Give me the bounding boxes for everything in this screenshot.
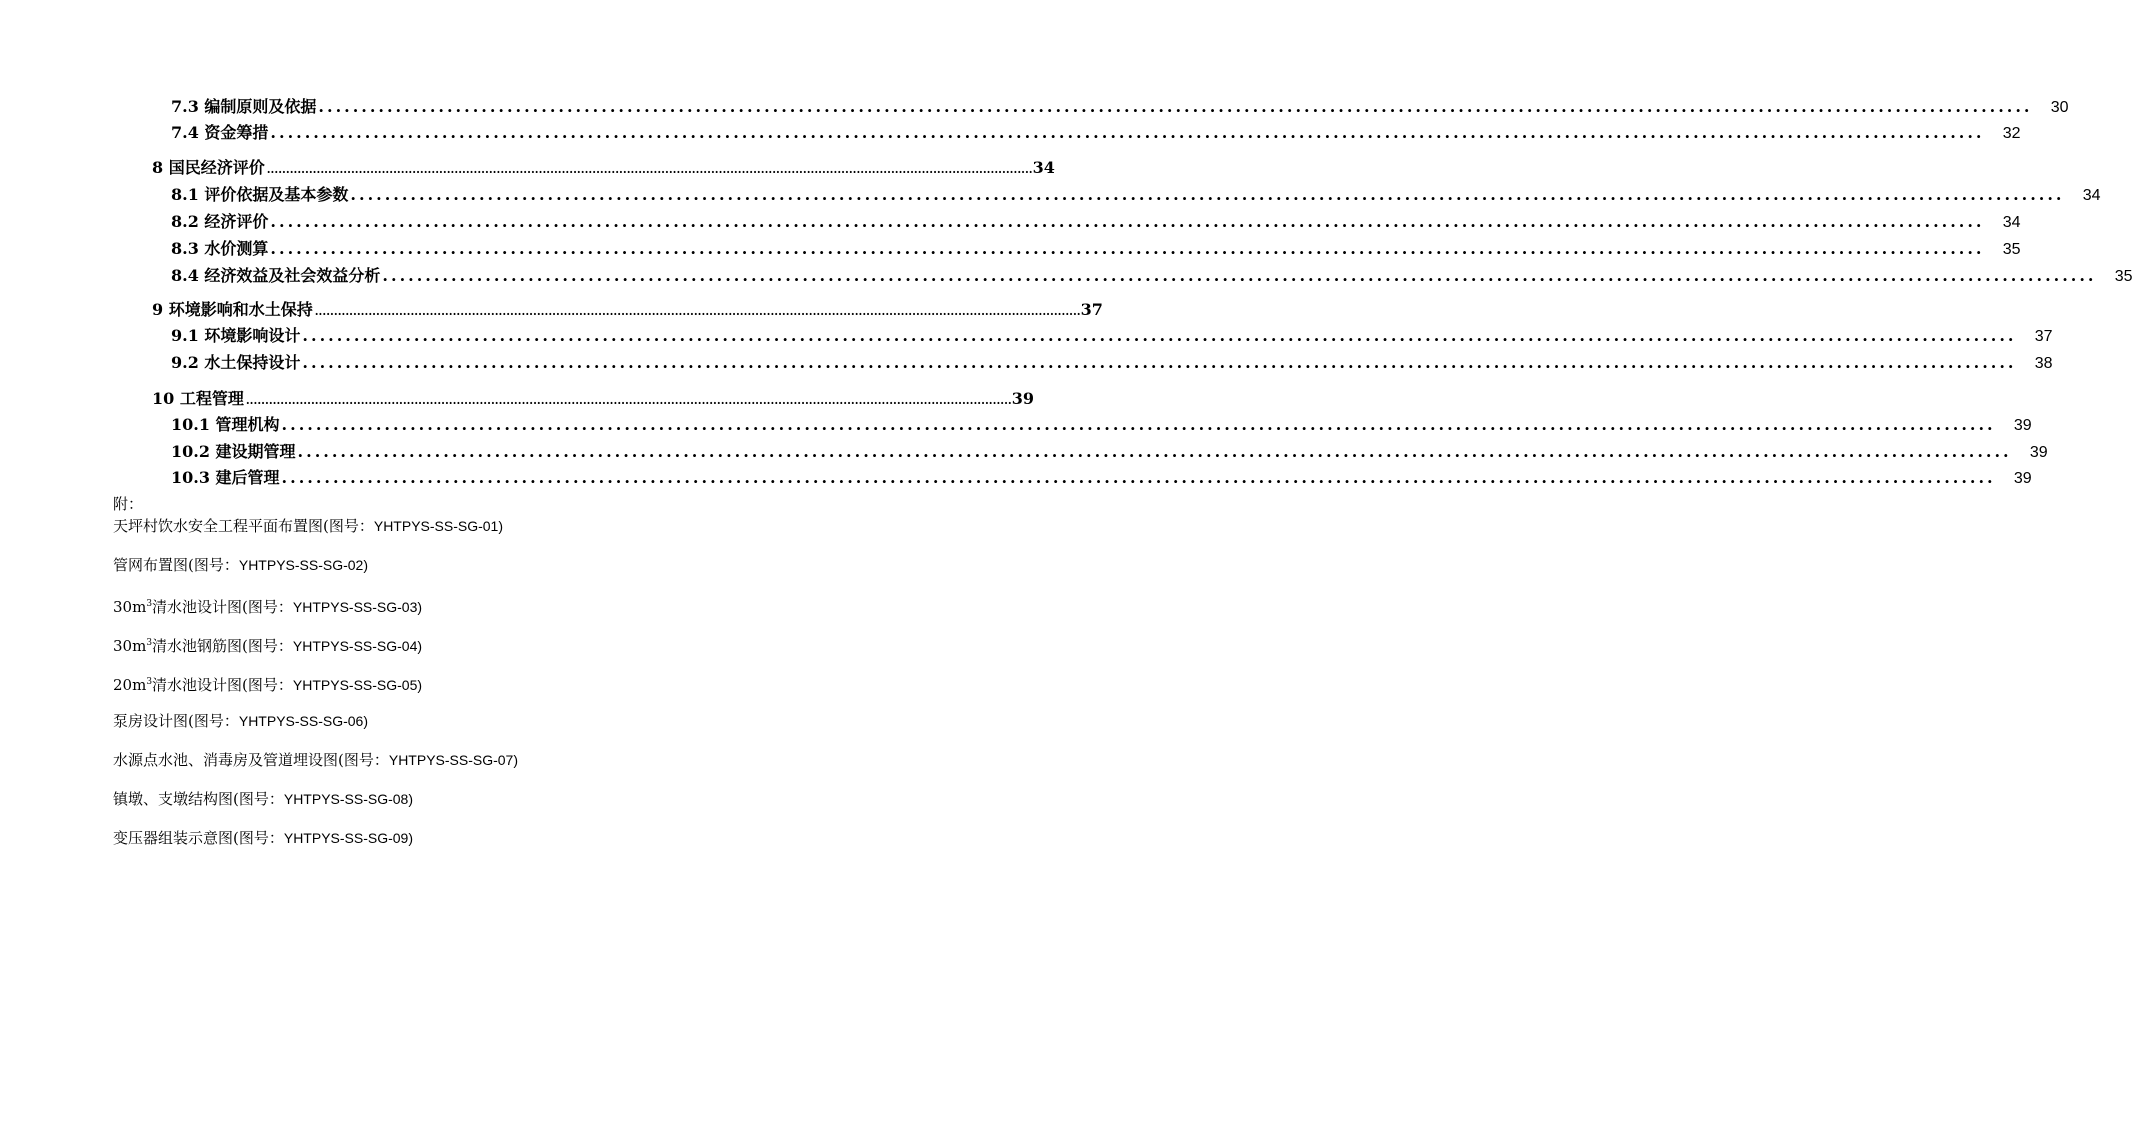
toc-entry[interactable] bbox=[171, 239, 2021, 260]
toc-entry-title: 7.4 资金筹措 bbox=[171, 123, 269, 142]
toc-leader-dots: ........................................................................................................................................................................................................ bbox=[266, 163, 1033, 176]
attachment-item bbox=[113, 711, 368, 731]
toc-entry-title: 8.1 评价依据及基本参数 bbox=[171, 185, 349, 204]
toc-entry-title: 8.2 经济评价 bbox=[171, 212, 269, 231]
attachment-drawing-code: YHTPYS-SS-SG-02) bbox=[238, 557, 368, 573]
toc-entry[interactable] bbox=[171, 353, 2053, 374]
toc-entry-page: 37 bbox=[2034, 328, 2053, 345]
attachment-name: 清水池设计图(图号： bbox=[152, 598, 293, 616]
toc-entry[interactable] bbox=[171, 468, 2032, 489]
attachment-name: 变压器组装示意图(图号： bbox=[113, 829, 284, 847]
toc-leader-dots: ........................................................................................................................................................................................................ bbox=[281, 468, 1996, 487]
attachment-drawing-code: YHTPYS-SS-SG-07) bbox=[388, 752, 518, 768]
attachment-item bbox=[113, 789, 413, 809]
toc-entry-page: 37 bbox=[1080, 300, 1103, 319]
toc-entry-page: 34 bbox=[2002, 214, 2021, 231]
attachment-name: 清水池钢筋图(图号： bbox=[152, 637, 293, 655]
attachment-item bbox=[113, 594, 422, 617]
toc-leader-dots: ........................................................................................................................................................................................................ bbox=[281, 415, 1996, 434]
attachment-volume-unit-exponent: 3 bbox=[146, 638, 153, 648]
attachment-drawing-code: YHTPYS-SS-SG-01) bbox=[373, 518, 503, 534]
toc-entry[interactable] bbox=[171, 442, 2048, 463]
toc-entry-page: 32 bbox=[2002, 125, 2021, 142]
toc-leader-dots: ........................................................................................................................................................................................................ bbox=[302, 326, 2017, 345]
toc-entry-title: 9.2 水土保持设计 bbox=[171, 353, 301, 372]
attachment-name: 天坪村饮水安全工程平面布置图(图号： bbox=[113, 517, 374, 535]
toc-entry[interactable] bbox=[171, 266, 2132, 287]
attachment-drawing-code: YHTPYS-SS-SG-08) bbox=[283, 791, 413, 807]
toc-entry-title: 10.2 建设期管理 bbox=[171, 442, 296, 461]
toc-entry-page: 35 bbox=[2114, 268, 2132, 285]
attachment-item bbox=[113, 516, 503, 536]
toc-entry-title: 9 环境影响和水土保持 bbox=[152, 300, 313, 319]
toc-leader-dots: ........................................................................................................................................................................................................ bbox=[302, 353, 2017, 372]
attachment-volume-unit-exponent: 3 bbox=[146, 599, 153, 609]
toc-entry-page: 39 bbox=[1011, 389, 1035, 408]
toc-entry-page: 35 bbox=[2002, 241, 2021, 258]
attachment-item bbox=[113, 672, 422, 695]
toc-entry[interactable] bbox=[171, 326, 2053, 347]
toc-leader-dots: ........................................................................................................................................................................................................ bbox=[245, 394, 1012, 407]
toc-entry-title: 8.4 经济效益及社会效益分析 bbox=[171, 266, 381, 285]
toc-entry-title: 10 工程管理 bbox=[152, 389, 244, 408]
toc-entry[interactable] bbox=[171, 415, 2032, 436]
attachment-drawing-code: YHTPYS-SS-SG-03) bbox=[292, 599, 423, 615]
toc-leader-dots: ........................................................................................................................................................................................................ bbox=[270, 123, 1985, 142]
toc-entry-page: 38 bbox=[2034, 355, 2053, 372]
toc-entry-page: 34 bbox=[2082, 187, 2101, 204]
toc-entry[interactable] bbox=[152, 389, 1035, 411]
attachment-name: 管网布置图(图号： bbox=[113, 556, 239, 574]
toc-entry-title: 8 国民经济评价 bbox=[152, 158, 265, 177]
attachment-volume: 30m bbox=[113, 598, 147, 616]
attachment-drawing-code: YHTPYS-SS-SG-05) bbox=[292, 677, 423, 693]
attachment-item bbox=[113, 750, 518, 770]
toc-leader-dots: ........................................................................................................................................................................................................ bbox=[350, 185, 2065, 204]
attachment-item bbox=[113, 633, 422, 656]
attachment-drawing-code: YHTPYS-SS-SG-06) bbox=[238, 713, 368, 729]
toc-entry-title: 10.1 管理机构 bbox=[171, 415, 280, 434]
attachments-heading: 附： bbox=[113, 495, 144, 513]
toc-leader-dots: ........................................................................................................................................................................................................ bbox=[270, 212, 1985, 231]
attachment-name: 清水池设计图(图号： bbox=[152, 676, 293, 694]
toc-entry-title: 10.3 建后管理 bbox=[171, 468, 280, 487]
attachment-volume-unit-exponent: 3 bbox=[146, 677, 153, 687]
toc-entry-page: 39 bbox=[2013, 417, 2032, 434]
attachment-name: 镇墩、支墩结构图(图号： bbox=[113, 790, 284, 808]
attachment-drawing-code: YHTPYS-SS-SG-09) bbox=[283, 830, 413, 846]
toc-entry[interactable] bbox=[171, 123, 2021, 144]
toc-leader-dots: ........................................................................................................................................................................................................ bbox=[382, 266, 2097, 285]
toc-leader-dots: ........................................................................................................................................................................................................ bbox=[297, 442, 2012, 461]
toc-entry-title: 8.3 水价测算 bbox=[171, 239, 269, 258]
toc-entry[interactable] bbox=[152, 300, 1103, 322]
attachment-drawing-code: YHTPYS-SS-SG-04) bbox=[292, 638, 423, 654]
toc-entry-title: 9.1 环境影响设计 bbox=[171, 326, 301, 345]
toc-entry-page: 30 bbox=[2050, 99, 2069, 116]
attachment-item bbox=[113, 555, 368, 575]
attachment-volume: 30m bbox=[113, 637, 147, 655]
toc-entry-page: 34 bbox=[1032, 158, 1055, 177]
toc-leader-dots: ........................................................................................................................................................................................................ bbox=[318, 97, 2033, 116]
toc-entry-title: 7.3 编制原则及依据 bbox=[171, 97, 317, 116]
toc-entry[interactable] bbox=[171, 212, 2021, 233]
toc-entry[interactable] bbox=[152, 158, 1055, 180]
toc-entry-page: 39 bbox=[2013, 470, 2032, 487]
toc-leader-dots: ........................................................................................................................................................................................................ bbox=[314, 305, 1081, 318]
toc-entry-page: 39 bbox=[2029, 444, 2048, 461]
attachment-volume: 20m bbox=[113, 676, 147, 694]
toc-leader-dots: ........................................................................................................................................................................................................ bbox=[270, 239, 1985, 258]
toc-entry[interactable] bbox=[171, 185, 2101, 206]
attachment-item bbox=[113, 828, 413, 848]
attachment-name: 泵房设计图(图号： bbox=[113, 712, 239, 730]
toc-entry[interactable] bbox=[171, 97, 2069, 118]
attachment-name: 水源点水池、消毒房及管道埋设图(图号： bbox=[113, 751, 389, 769]
